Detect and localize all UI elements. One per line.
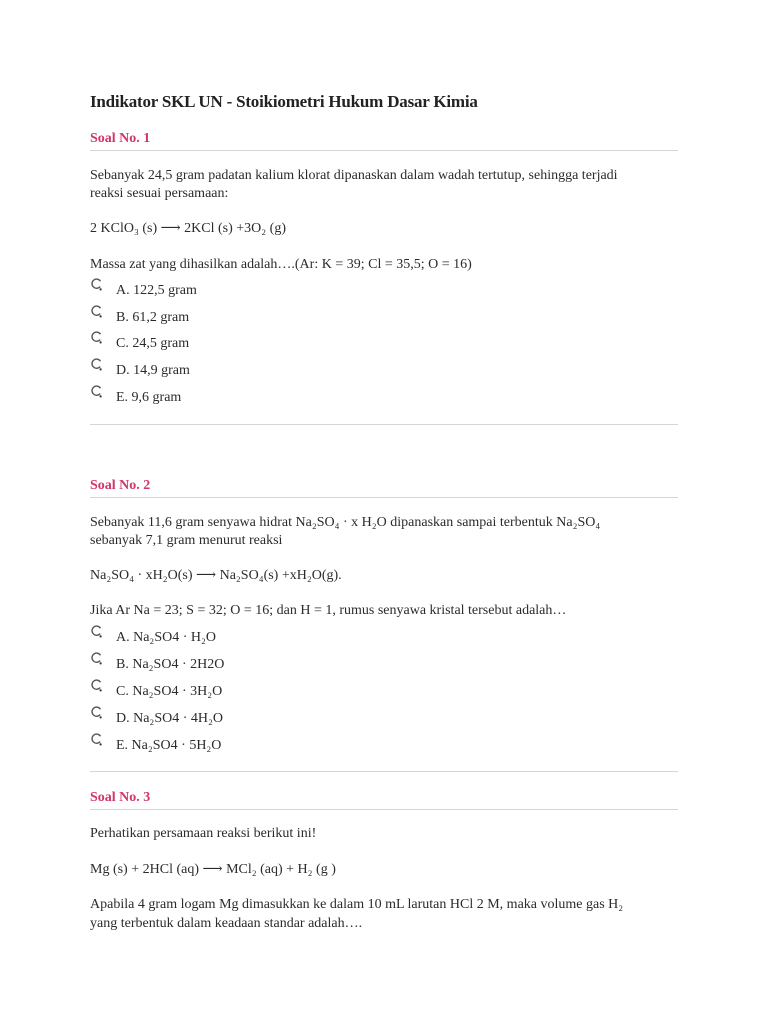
radio-icon[interactable] [90,384,102,398]
radio-icon[interactable] [90,732,102,746]
question-2-text-line2: sebanyak 7,1 gram menurut reaksi [90,533,283,548]
section-divider [90,424,678,425]
option-label: A. 122,5 gram [116,283,197,298]
radio-icon[interactable] [90,277,102,291]
option-label: E. 9,6 gram [116,390,182,405]
question-3-heading: Soal No. 3 [90,788,678,810]
question-1 [90,129,678,405]
option-label: A. Na₂SO4 · H₂O [116,630,216,645]
question-1-option-c[interactable] [90,333,490,355]
radio-icon[interactable] [90,304,102,318]
question-1-prompt: Massa zat yang dihasilkan adalah….(Ar: K = 39; Cl = 35,5; O = 16) [90,257,472,272]
question-2-prompt: Jika Ar Na = 23; S = 32; O = 16; dan H = 1, rumus senyawa kristal tersebut adalah… [90,603,567,618]
question-1-option-d[interactable] [90,360,490,382]
question-1-text-line2: reaksi sesuai persamaan: [90,186,229,201]
question-1-heading: Soal No. 1 [90,129,678,151]
question-3-text-line1: Apabila 4 gram logam Mg dimasukkan ke dalam 10 mL larutan HCl 2 M, maka volume gas H₂ [90,897,624,912]
option-label: D. 14,9 gram [116,363,190,378]
question-2-option-a[interactable] [90,627,490,649]
page-title: Indikator SKL UN - Stoikiometri Hukum Dasar Kimia [90,92,478,111]
radio-icon[interactable] [90,705,102,719]
section-divider [90,771,678,772]
question-3-text-line2: yang terbentuk dalam keadaan standar adalah…. [90,916,363,931]
question-2-text-line1: Sebanyak 11,6 gram senyawa hidrat Na₂SO₄ · x H₂O dipanaskan sampai terbentuk Na₂SO₄ [90,515,601,530]
option-label: C. 24,5 gram [116,336,190,351]
question-2-option-b[interactable] [90,654,490,676]
question-1-equation: 2 KClO₃ (s) ⟶ 2KCl (s) +3O₂ (g) [90,221,286,236]
option-label: C. Na₂SO4 · 3H₂O [116,684,223,699]
question-2-option-e[interactable] [90,735,490,757]
radio-icon[interactable] [90,678,102,692]
option-label: B. Na₂SO4 · 2H2O [116,657,225,672]
question-1-text-line1: Sebanyak 24,5 gram padatan kalium klorat dipanaskan dalam wadah tertutup, sehingga terjadi [90,168,618,183]
option-label: E. Na₂SO4 · 5H₂O [116,738,222,753]
option-label: B. 61,2 gram [116,310,190,325]
question-2-heading: Soal No. 2 [90,476,678,498]
question-2-option-c[interactable] [90,681,490,703]
question-3-intro: Perhatikan persamaan reaksi berikut ini! [90,826,317,841]
question-2-equation: Na₂SO₄ · xH₂O(s) ⟶ Na₂SO₄(s) +xH₂O(g). [90,568,342,583]
radio-icon[interactable] [90,651,102,665]
question-1-option-b[interactable] [90,307,490,329]
question-3 [90,788,678,931]
radio-icon[interactable] [90,624,102,638]
question-1-option-a[interactable] [90,280,490,302]
radio-icon[interactable] [90,330,102,344]
radio-icon[interactable] [90,357,102,371]
question-1-option-e[interactable] [90,387,490,409]
question-2-option-d[interactable] [90,708,490,730]
question-3-equation: Mg (s) + 2HCl (aq) ⟶ MCl₂ (aq) + H₂ (g ) [90,862,336,877]
option-label: D. Na₂SO4 · 4H₂O [116,711,223,726]
question-2 [90,476,678,753]
